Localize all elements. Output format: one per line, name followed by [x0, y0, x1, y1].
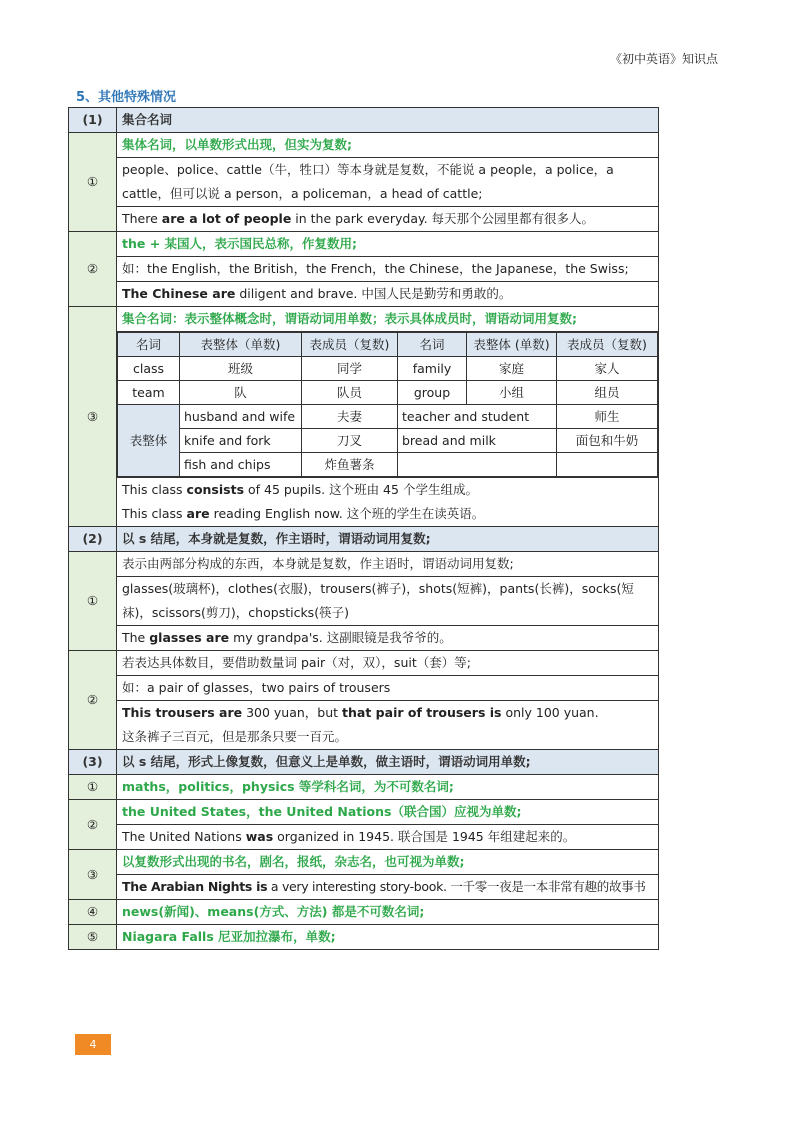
explanation-text: glasses(玻璃杯)，clothes(衣服)，trousers(裤子)，shots(短裤)，pants(长裤)，socks(短袜)，scissors(剪刀)，chopsticks(筷子)	[117, 577, 659, 626]
rule-text: 表示由两部分构成的东西，本身就是复数，作主语时，谓语动词用复数;	[117, 552, 659, 577]
cell: class	[118, 357, 180, 381]
cell: bread and milk	[398, 429, 557, 453]
col-header: 表整体（单数)	[180, 333, 302, 357]
explanation-text: people、police、cattle（牛，牲口）等本身就是复数，不能说 a people，a police，a cattle，但可以说 a person，a policeman，a head of cattle;	[117, 158, 659, 207]
col-header: 表成员（复数)	[557, 333, 658, 357]
example-sentence: The glasses are my grandpa's. 这副眼镜是我爷爷的。	[117, 626, 659, 651]
cell: 队员	[302, 381, 398, 405]
example-sentences: This class consists of 45 pupils. 这个班由 45 个学生组成。 This class are reading English now. 这个班的学生在读英语。	[117, 478, 659, 527]
example-sentence: This trousers are 300 yuan，but that pair of trousers is only 100 yuan. 这条裤子三百元，但是那条只要一百元。	[117, 701, 659, 750]
cell: teacher and student	[398, 405, 557, 429]
example-sentence: The United Nations was organized in 1945. 联合国是 1945 年组建起来的。	[117, 825, 659, 850]
collective-noun-table	[117, 332, 658, 477]
item-number: ②	[69, 651, 117, 750]
cell: group	[398, 381, 467, 405]
explanation-text: 如：the English，the British，the French，the Chinese，the Japanese，the Swiss;	[117, 257, 659, 282]
rule-text: 若表达具体数目，要借助数量词 pair（对，双），suit（套）等;	[117, 651, 659, 676]
cell: 师生	[557, 405, 658, 429]
item-number: ①	[69, 552, 117, 651]
example-sentence: The Chinese are diligent and brave. 中国人民是勤劳和勇敢的。	[117, 282, 659, 307]
cell: 家庭	[467, 357, 557, 381]
cell: 炸鱼薯条	[302, 453, 398, 477]
cell: team	[118, 381, 180, 405]
item-number: ③	[69, 850, 117, 900]
item-number: ③	[69, 307, 117, 527]
item-number: ②	[69, 800, 117, 850]
explanation-text: 如：a pair of glasses，two pairs of trousers	[117, 676, 659, 701]
group-header	[69, 108, 659, 133]
item-number: ①	[69, 133, 117, 232]
cell: 同学	[302, 357, 398, 381]
group-number: (3)	[69, 750, 117, 775]
rule-text: 集体名词，以单数形式出现，但实为复数;	[117, 133, 659, 158]
cell: 家人	[557, 357, 658, 381]
inner-header-row	[118, 333, 658, 357]
cell: 面包和牛奶	[557, 429, 658, 453]
cell	[398, 453, 557, 477]
cell: 班级	[180, 357, 302, 381]
group-title: 以 s 结尾，形式上像复数，但意义上是单数，做主语时，谓语动词用单数;	[117, 750, 659, 775]
running-header: 《初中英语》知识点	[609, 52, 718, 66]
cell: 刀叉	[302, 429, 398, 453]
cell: fish and chips	[180, 453, 302, 477]
cell	[557, 453, 658, 477]
group-title: 集合名词	[117, 108, 659, 133]
collective-noun-table-cell	[117, 332, 659, 478]
group-number: (1)	[69, 108, 117, 133]
rule-text: maths，politics，physics 等学科名词，为不可数名词;	[117, 775, 659, 800]
cell: knife and fork	[180, 429, 302, 453]
grammar-table	[68, 107, 659, 950]
rule-text: 以复数形式出现的书名，剧名，报纸，杂志名，也可视为单数;	[117, 850, 659, 875]
col-header: 表整体 (单数)	[467, 333, 557, 357]
item-number: ⑤	[69, 925, 117, 950]
inner-row	[118, 405, 658, 429]
section-title: 5、其他特殊情况	[76, 90, 177, 105]
inner-row	[118, 357, 658, 381]
group-header	[69, 527, 659, 552]
group-number: (2)	[69, 527, 117, 552]
rule-text: the + 某国人，表示国民总称，作复数用;	[117, 232, 659, 257]
cell: 组员	[557, 381, 658, 405]
col-header: 表成员（复数)	[302, 333, 398, 357]
group-header	[69, 750, 659, 775]
example-sentence: The Arabian Nights is a very interesting story-book. 一千零一夜是一本非常有趣的故事书	[117, 875, 659, 900]
rule-text: news(新闻)、means(方式、方法) 都是不可数名词;	[117, 900, 659, 925]
col-header: 名词	[118, 333, 180, 357]
rule-text: the United States，the United Nations（联合国）应视为单数;	[117, 800, 659, 825]
cell: family	[398, 357, 467, 381]
item-number: ①	[69, 775, 117, 800]
item-number: ④	[69, 900, 117, 925]
col-header: 名词	[398, 333, 467, 357]
inner-row	[118, 381, 658, 405]
inner-row	[118, 429, 658, 453]
inner-row	[118, 453, 658, 477]
cell: 小组	[467, 381, 557, 405]
cell: 队	[180, 381, 302, 405]
rule-text: 集合名词：表示整体概念时，谓语动词用单数；表示具体成员时，谓语动词用复数;	[117, 307, 659, 332]
example-sentence: There are a lot of people in the park everyday. 每天那个公园里都有很多人。	[117, 207, 659, 232]
whole-label: 表整体	[118, 405, 180, 477]
rule-text: Niagara Falls 尼亚加拉瀑布，单数;	[117, 925, 659, 950]
group-title: 以 s 结尾，本身就是复数，作主语时，谓语动词用复数;	[117, 527, 659, 552]
item-number: ②	[69, 232, 117, 307]
page-number: 4	[75, 1034, 111, 1055]
cell: husband and wife	[180, 405, 302, 429]
cell: 夫妻	[302, 405, 398, 429]
